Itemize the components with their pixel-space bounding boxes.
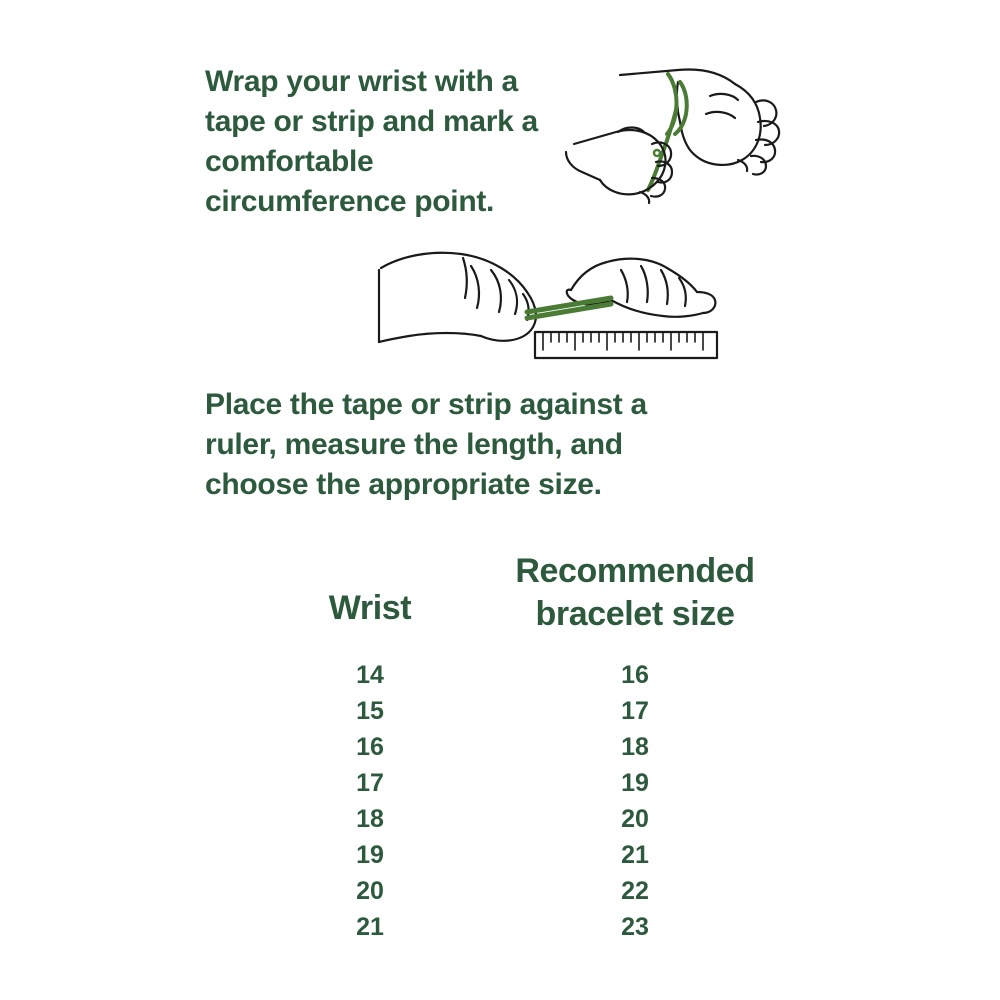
table-row — [240, 733, 800, 762]
cell-wrist: 18 — [356, 805, 384, 833]
table-row — [240, 769, 800, 798]
cell-wrist: 17 — [356, 769, 384, 797]
cell-recommended: 16 — [621, 661, 649, 689]
table-row — [240, 697, 800, 726]
table-row — [240, 841, 800, 870]
size-table-header-row — [240, 550, 800, 635]
cell-wrist: 19 — [356, 841, 384, 869]
cell-wrist: 14 — [356, 661, 384, 689]
cell-recommended: 17 — [621, 697, 649, 725]
column-header-wrist: Wrist — [328, 588, 412, 627]
column-header-recommended-bracelet-size: Recommended bracelet size — [515, 552, 755, 633]
table-row — [240, 661, 800, 690]
table-row — [240, 877, 800, 906]
size-table-body — [240, 661, 800, 942]
step-1-instruction-text: Wrap your wrist with a tape or strip and mark a comfortable circumference point. — [205, 65, 538, 218]
table-row — [240, 805, 800, 834]
cell-wrist: 15 — [356, 697, 384, 725]
hands-measuring-tape-with-ruler-illustration — [375, 240, 745, 380]
table-row — [240, 913, 800, 942]
cell-recommended: 21 — [621, 841, 649, 869]
cell-recommended: 19 — [621, 769, 649, 797]
cell-recommended: 23 — [621, 913, 649, 941]
cell-wrist: 16 — [356, 733, 384, 761]
cell-wrist: 20 — [356, 877, 384, 905]
cell-recommended: 20 — [621, 805, 649, 833]
cell-recommended: 18 — [621, 733, 649, 761]
cell-wrist: 21 — [356, 913, 384, 941]
step-2-instruction-text: Place the tape or strip against a ruler, measure the length, and choose the appropriate size. — [205, 388, 647, 501]
size-table — [240, 550, 800, 949]
hand-wrapping-tape-around-wrist-illustration — [560, 40, 810, 230]
cell-recommended: 22 — [621, 877, 649, 905]
